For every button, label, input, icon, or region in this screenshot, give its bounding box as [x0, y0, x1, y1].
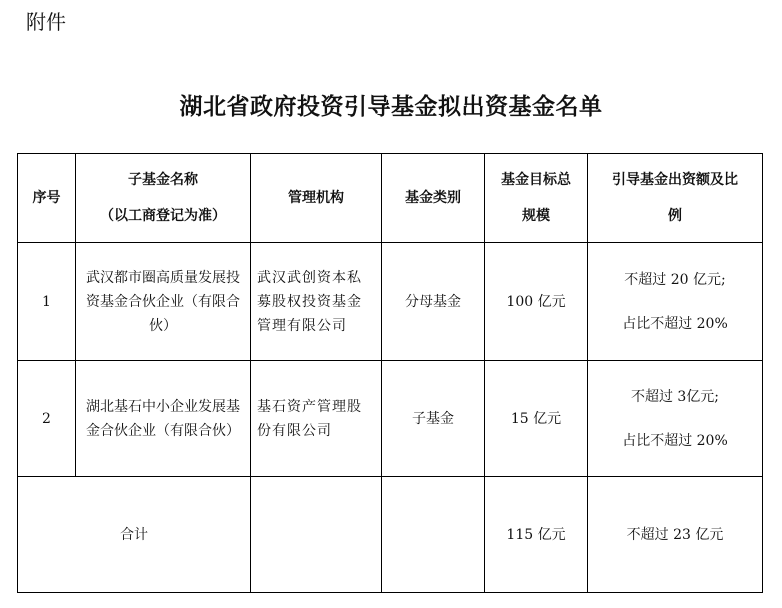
header-target: [485, 154, 588, 243]
header-fund-name: [76, 154, 251, 243]
fund-list-table: [17, 153, 763, 593]
header-fund-name-line1: 子基金名称: [128, 172, 198, 188]
total-manager-empty: [251, 477, 382, 593]
total-label: 合计: [18, 477, 251, 593]
row-category: 子基金: [382, 361, 485, 477]
header-ratio: [588, 154, 763, 243]
row-index: 1: [18, 243, 76, 361]
row-amount-ratio: [588, 361, 763, 477]
ratio-text: 占比不超过 20%: [622, 315, 728, 332]
ratio-text: 占比不超过 20%: [622, 432, 728, 449]
page-title: 湖北省政府投资引导基金拟出资基金名单: [179, 93, 603, 120]
row-manager: [251, 243, 382, 361]
manager-text: 武汉武创资本私募股权投资基金管理有限公司: [257, 269, 362, 334]
table-row: [18, 361, 763, 477]
manager-text: 基石资产管理股份有限公司: [257, 398, 362, 439]
total-row: [18, 477, 763, 593]
row-fund-name: [76, 243, 251, 361]
header-target-line2: 规模: [522, 208, 550, 224]
fund-name-text: 湖北基石中小企业发展基金合伙企业（有限合伙）: [86, 398, 240, 439]
row-fund-name: [76, 361, 251, 477]
attachment-label: 附件: [26, 10, 66, 34]
header-manager: 管理机构: [251, 154, 382, 243]
table-row: [18, 243, 763, 361]
row-category: 分母基金: [382, 243, 485, 361]
header-ratio-line2: 例: [668, 208, 682, 224]
header-fund-name-line2: （以工商登记为准）: [100, 208, 226, 224]
header-category: 基金类别: [382, 154, 485, 243]
header-ratio-line1: 引导基金出资额及比: [612, 172, 738, 188]
header-target-line1: 基金目标总: [501, 172, 571, 188]
total-amount: 不超过 23 亿元: [588, 477, 763, 593]
table-header-row: [18, 154, 763, 243]
total-category-empty: [382, 477, 485, 593]
amount-text: 不超过 3亿元;: [630, 388, 720, 405]
amount-text: 不超过 20 亿元;: [624, 271, 726, 288]
row-target: 15 亿元: [485, 361, 588, 477]
total-target: 115 亿元: [485, 477, 588, 593]
row-target: 100 亿元: [485, 243, 588, 361]
row-index: 2: [18, 361, 76, 477]
header-index: 序号: [18, 154, 76, 243]
row-amount-ratio: [588, 243, 763, 361]
row-manager: [251, 361, 382, 477]
fund-name-text: 武汉都市圈高质量发展投资基金合伙企业（有限合伙）: [86, 269, 240, 334]
